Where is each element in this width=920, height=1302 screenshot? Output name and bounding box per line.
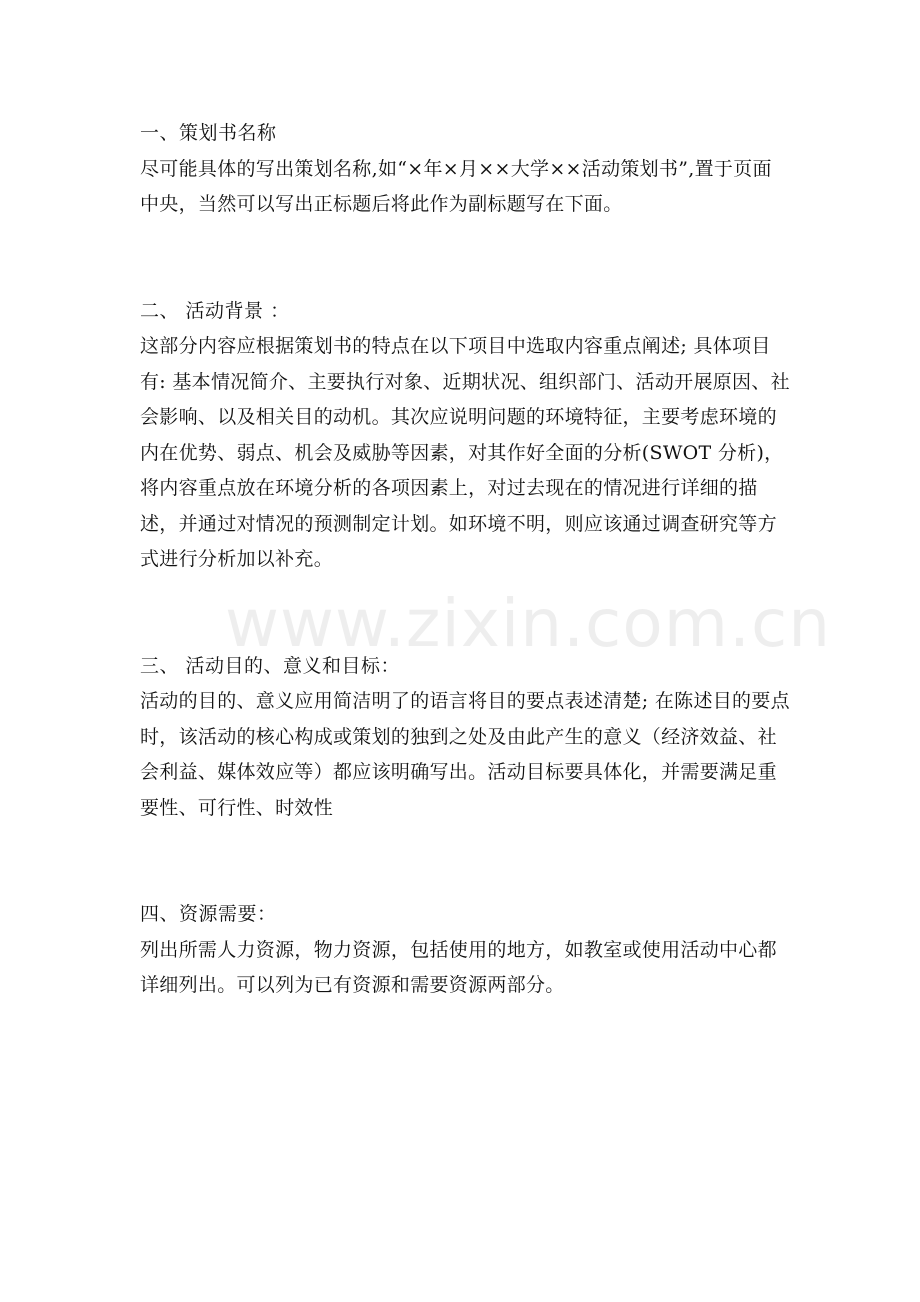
section-background <box>140 294 790 578</box>
section-body: 列出所需人力资源，物力资源，包括使用的地方，如教室或使用活动中心都详细列出。可以列为已有资源和需要资源两部分。 <box>140 938 777 996</box>
section-purpose <box>140 649 790 827</box>
section-body: 尽可能具体的写出策划名称,如“×年×月××大学××活动策划书”,置于页面中央，当然可以写出正标题后将此作为副标题写在下面。 <box>140 157 772 215</box>
section-gap <box>140 826 790 897</box>
section-heading: 四、资源需要： <box>140 903 277 925</box>
document-content <box>140 116 832 1004</box>
section-resources <box>140 897 790 1004</box>
watermark: www.zixin.com.cn <box>225 585 832 662</box>
section-heading: 三、 活动目的、意义和目标： <box>140 654 401 677</box>
section-gap <box>140 223 790 294</box>
section-gap <box>140 578 790 649</box>
section-body: 这部分内容应根据策划书的特点在以下项目中选取内容重点阐述; 具体项目有: 基本情况简介、主要执行对象、近期状况、组织部门、活动开展原因、社会影响、以及相关目的动机。其次应说明问题的环境特征，主要考虑环境的内在优势、弱点、机会及威胁等因素，对其作好全面的分析(SWOT 分析)，将内容重点放在环境分析的各项因素上，对过去现在的情况进行详细的描述，并通过对情况的预测制定计划。如环境不明，则应该通过调查研究等方式进行分析加以补充。 <box>140 335 790 570</box>
section-heading: 二、 活动背景 ： <box>140 299 290 322</box>
section-heading: 一、策划书名称 <box>140 122 277 144</box>
section-name <box>140 116 790 223</box>
section-body: 活动的目的、意义应用简洁明了的语言将目的要点表述清楚; 在陈述目的要点时，该活动的核心构成或策划的独到之处及由此产生的意义（经济效益、社会利益、媒体效应等）都应该明确写出。活动目标要具体化，并需要满足重要性、可行性、时效性 <box>140 690 790 819</box>
